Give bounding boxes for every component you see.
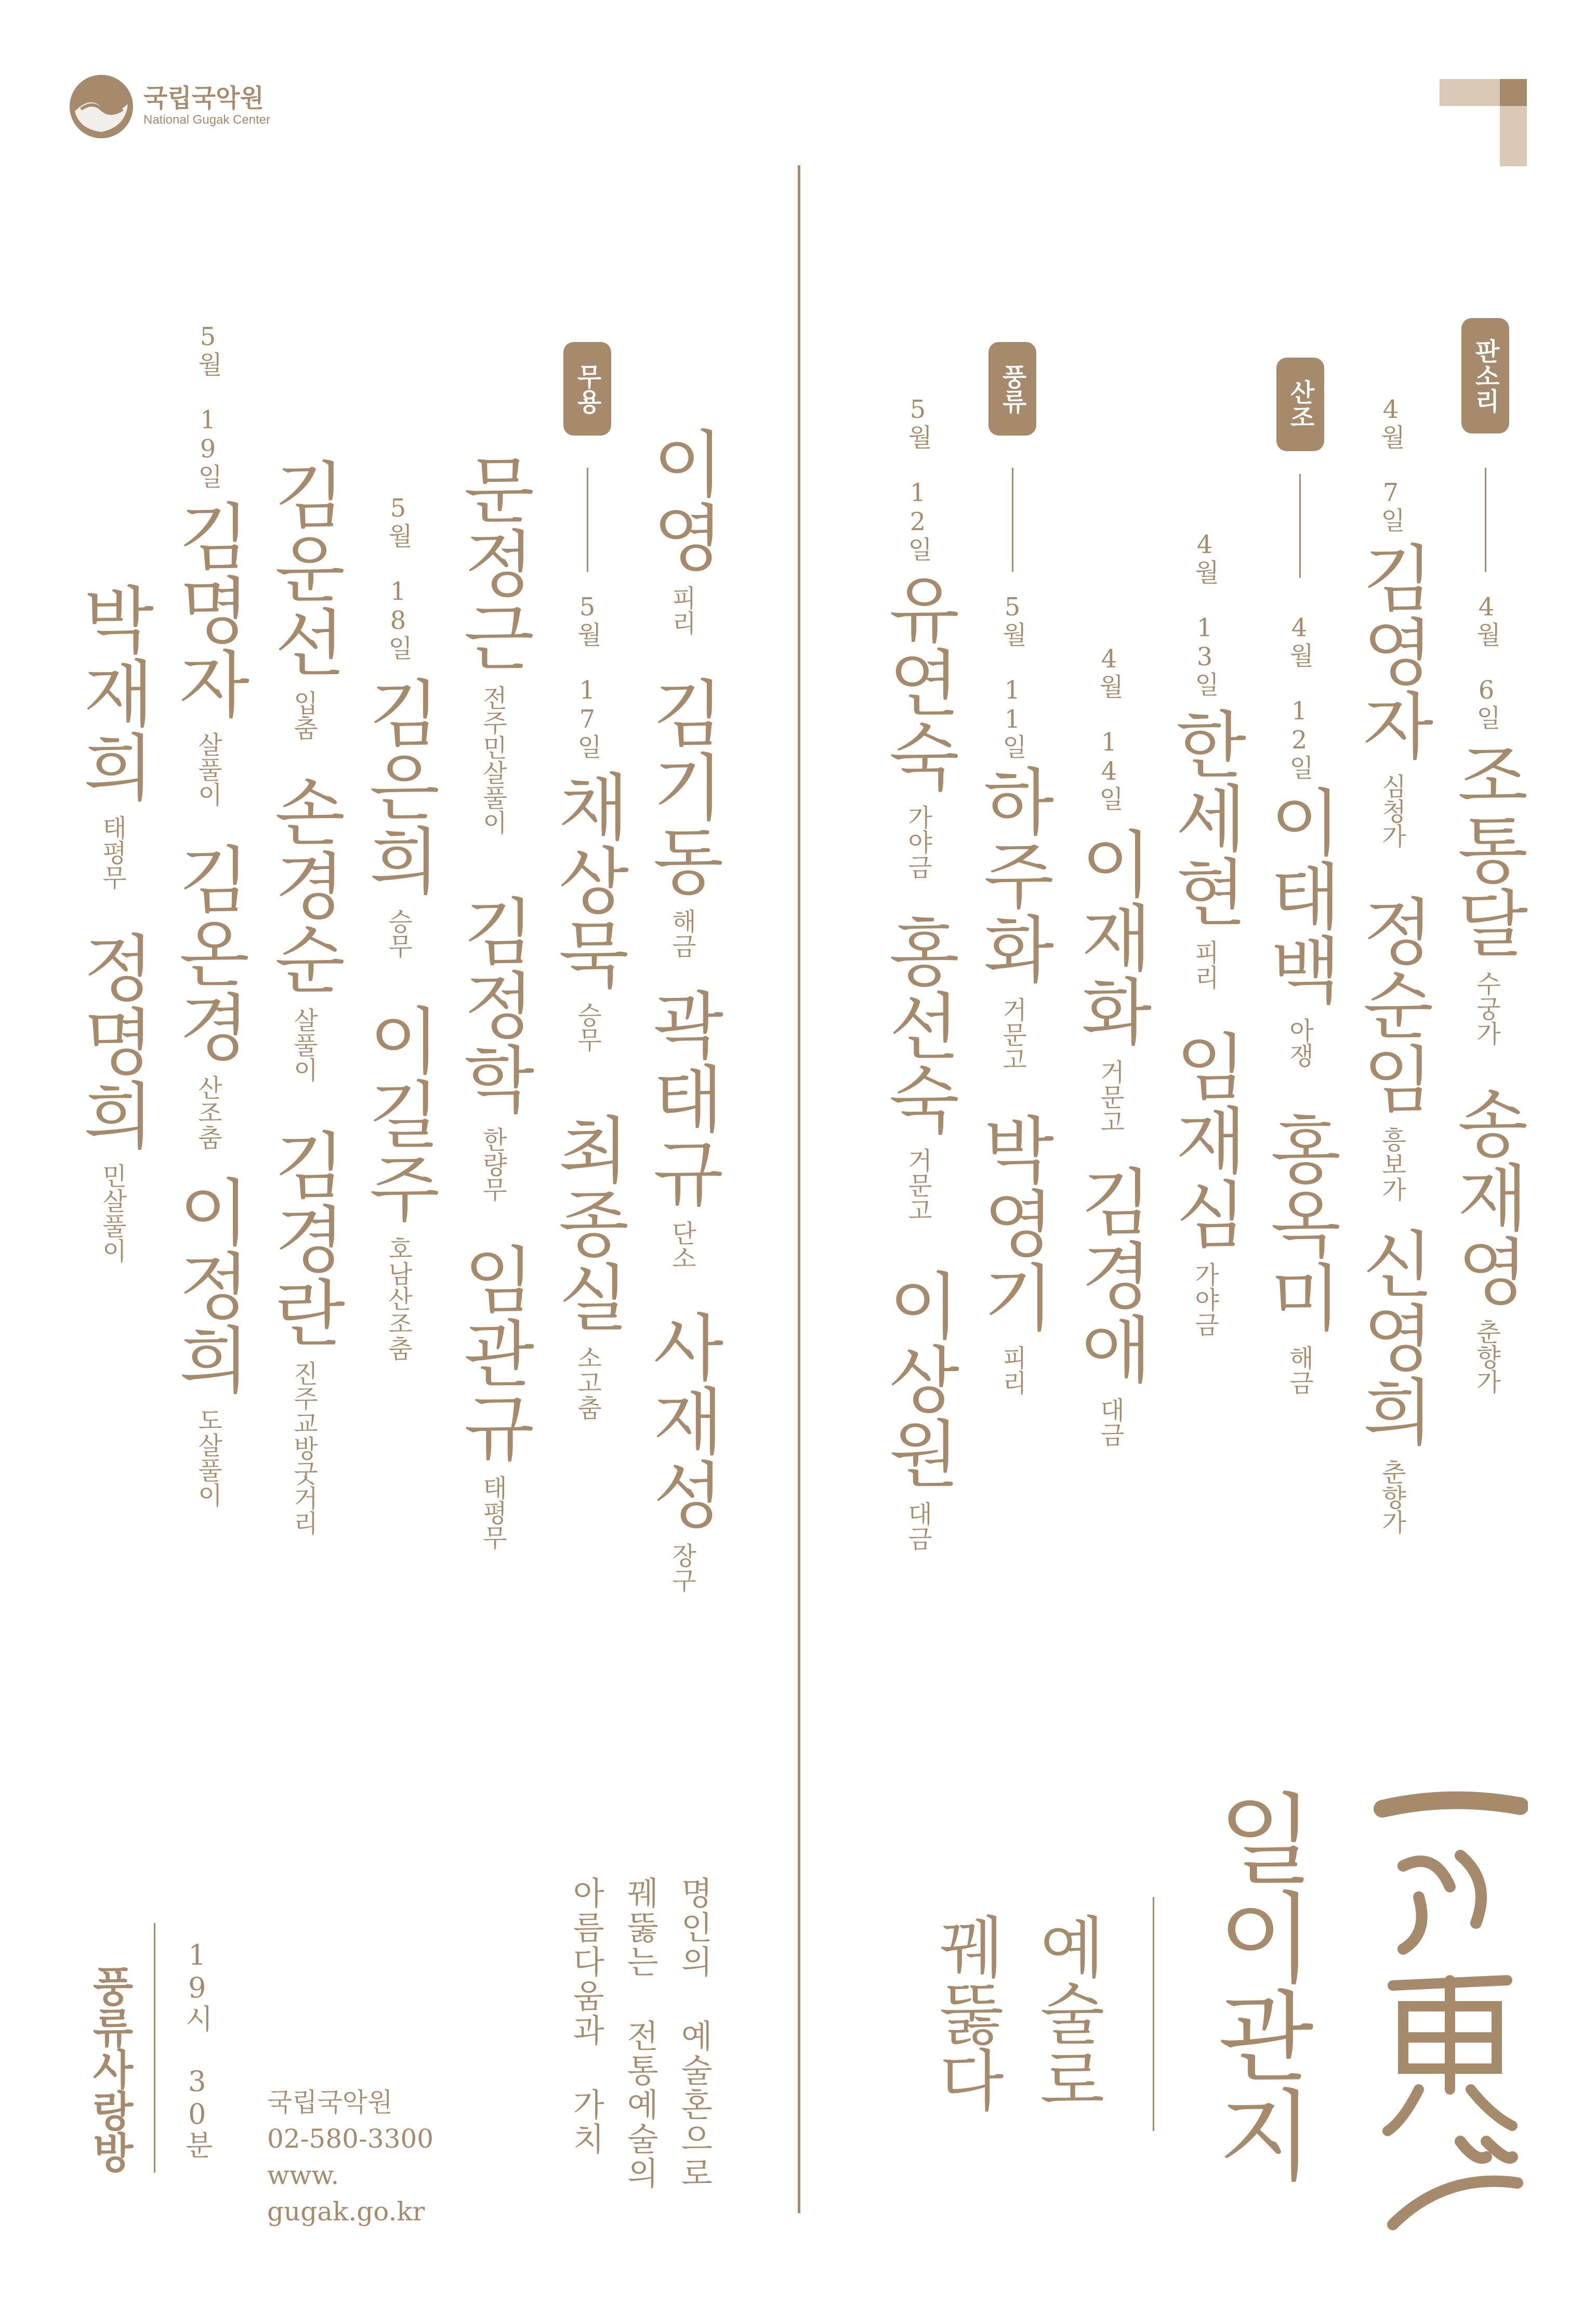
performer-name: 김운선 (261, 457, 346, 679)
performer-instrument: 전주민살풀이 (478, 685, 507, 835)
performer-instrument: 피리 (667, 585, 696, 635)
performer-name: 이상원 (876, 1268, 960, 1490)
performer (640, 988, 724, 1270)
contact-web: www. (267, 2160, 339, 2190)
performer (70, 582, 155, 890)
contact-org: 국립국악원 (267, 2087, 393, 2117)
venue-brand: 풍류사랑방 (85, 1965, 134, 2173)
performer-name: 사재성 (640, 1310, 724, 1531)
performer (1163, 1029, 1247, 1337)
performer-name: 김경란 (261, 1128, 346, 1349)
performance-date: 4월 13일 (1190, 530, 1219, 696)
performer (1163, 707, 1247, 990)
performer-instrument: 거문고 (903, 1148, 932, 1222)
performance-date: 5월 11일 (998, 593, 1027, 759)
performer-instrument: 살풀이 (289, 1007, 318, 1082)
performance-date: 4월 12일 (1285, 613, 1314, 780)
performer (261, 1128, 346, 1535)
genre-tag-pansori: 판소리 (1461, 318, 1509, 433)
performer (166, 842, 250, 1150)
performer (545, 769, 630, 1052)
performer-name: 정순임 (1350, 894, 1434, 1115)
calligraphy-title-icon (1372, 1778, 1528, 2235)
performer (1350, 1227, 1434, 1534)
performer-instrument: 해금 (667, 909, 696, 958)
performer-name: 이태백 (1257, 785, 1342, 1006)
tag-connector (1299, 474, 1301, 578)
performer-instrument: 한량무 (478, 1127, 507, 1202)
performer (451, 1242, 535, 1550)
performer-instrument: 가야금 (903, 805, 932, 879)
performer-name: 김온경 (166, 842, 250, 1063)
performer-instrument: 아쟁 (1285, 1018, 1314, 1068)
performance-date: 4월 14일 (1094, 644, 1124, 811)
performer-instrument: 심청가 (1377, 773, 1406, 848)
performer (1444, 1086, 1529, 1394)
performer-instrument: 태평무 (98, 815, 127, 890)
tag-connector (1485, 468, 1486, 572)
performer-name: 채상묵 (545, 769, 630, 991)
performer-name: 조통달 (1444, 738, 1529, 959)
contact-web-domain: gugak.go.kr (267, 2196, 425, 2227)
genre-tag-sanjo: 산조 (1276, 358, 1324, 451)
performer (640, 676, 724, 958)
performer-instrument: 도살풀이 (193, 1407, 222, 1507)
performance-date: 5월 17일 (573, 593, 602, 759)
performer-name: 문정근 (451, 452, 535, 674)
performer-name: 김영자 (1350, 541, 1434, 762)
performer (261, 457, 346, 740)
performer-name: 홍선숙 (876, 915, 960, 1136)
performer (876, 915, 960, 1222)
performer-name: 임관규 (451, 1242, 535, 1464)
performer-instrument: 입춤 (289, 690, 318, 740)
performer-instrument: 산조춤 (193, 1075, 222, 1150)
performer-instrument: 피리 (1190, 940, 1219, 990)
genre-tag-muyong: 무용 (563, 342, 611, 436)
performer (356, 1003, 441, 1361)
performer-instrument: 진주교방굿거리 (289, 1361, 318, 1535)
performer-instrument: 거문고 (998, 997, 1027, 1072)
contact-phone: 02-580-3300 (267, 2124, 434, 2154)
performer (1350, 894, 1434, 1202)
performer-instrument: 살풀이 (193, 732, 222, 807)
performer (166, 1175, 250, 1507)
subtitle-line1: 예술로 (1027, 1913, 1105, 2112)
performer (970, 1112, 1055, 1395)
performer-instrument: 춘향가 (1472, 1319, 1501, 1394)
performer-name: 이재화 (1068, 826, 1153, 1048)
taegeuk-logo-icon (70, 75, 133, 138)
subtitle-line2: 꿰뚫다 (927, 1913, 1005, 2112)
performance-date: 5월 12일 (903, 395, 932, 561)
performer-instrument: 승무 (384, 909, 413, 958)
brand-divider (154, 1923, 155, 2173)
performer (1350, 541, 1434, 848)
performer (70, 930, 155, 1263)
performer (356, 676, 441, 958)
performer-name: 하주화 (970, 764, 1055, 985)
performer (876, 572, 960, 879)
performer (640, 1310, 724, 1593)
performer-instrument: 흥보가 (1377, 1127, 1406, 1202)
tag-connector (1012, 468, 1013, 572)
performer-instrument: 대금 (1096, 1397, 1125, 1447)
performer-instrument: 춘향가 (1377, 1459, 1406, 1534)
performer-name: 정명희 (70, 930, 155, 1152)
performer (1444, 738, 1529, 1046)
performer-name: 김정학 (451, 894, 535, 1115)
performance-date: 4월 7일 (1376, 395, 1405, 532)
performer-instrument: 대금 (903, 1501, 932, 1551)
performer-instrument: 가야금 (1190, 1262, 1219, 1337)
performer-name: 박재희 (70, 582, 155, 804)
performer-name: 김경애 (1068, 1164, 1153, 1386)
performer-instrument: 거문고 (1096, 1059, 1125, 1134)
performer-instrument: 호남산조춤 (384, 1236, 413, 1361)
performer-instrument: 민살풀이 (98, 1163, 127, 1263)
title-divider (1153, 1897, 1154, 2131)
logo-name-en: National Gugak Center (143, 113, 271, 127)
performer-name: 한세현 (1163, 707, 1247, 928)
performer (876, 1268, 960, 1551)
performer-instrument: 해금 (1285, 1345, 1314, 1395)
performer-instrument: 단소 (667, 1220, 696, 1270)
performer-instrument: 소고춤 (573, 1345, 602, 1420)
performer-instrument: 피리 (998, 1345, 1027, 1395)
performer-name: 임재심 (1163, 1029, 1247, 1251)
corner-mark-icon (1440, 79, 1527, 166)
performance-date: 4월 6일 (1472, 593, 1501, 730)
performer (640, 426, 724, 635)
performer (545, 1112, 630, 1420)
performer-name: 곽태규 (640, 988, 724, 1209)
performer-instrument: 태평무 (478, 1475, 507, 1550)
performer-name: 박영기 (970, 1112, 1055, 1334)
performance-date: 5월 19일 (193, 322, 222, 489)
performer-name: 김은희 (356, 676, 441, 897)
performer-name: 손경순 (261, 774, 346, 996)
description-line3: 아름다움과 가치 (567, 1876, 605, 2156)
performer-name: 이정희 (166, 1175, 250, 1396)
performer-instrument: 수궁가 (1472, 971, 1501, 1046)
performer (970, 764, 1055, 1072)
performer-name: 신영희 (1350, 1227, 1434, 1448)
performer (1068, 826, 1153, 1134)
genre-tag-pungryu: 풍류 (988, 342, 1036, 436)
performer (451, 452, 535, 835)
performance-time: 19시 30분 (180, 1939, 214, 2159)
performance-date: 5월 18일 (384, 494, 413, 660)
logo (70, 75, 270, 138)
performer-name: 김기동 (640, 676, 724, 897)
performer-name: 이길주 (356, 1003, 441, 1225)
tag-connector (587, 468, 588, 572)
performer (166, 499, 250, 807)
performer (1257, 785, 1342, 1068)
description-line1: 명인의 예술혼으로 (675, 1876, 714, 2191)
performer-name: 유연숙 (876, 572, 960, 793)
performer-name: 최종실 (545, 1112, 630, 1334)
performer (1068, 1164, 1153, 1447)
performer (1257, 1112, 1342, 1395)
contact-info (267, 2084, 433, 2230)
performer-instrument: 승무 (573, 1002, 602, 1052)
performer-instrument: 장구 (667, 1543, 696, 1593)
performer-name: 이영 (640, 426, 724, 574)
performer-name: 송재영 (1444, 1086, 1529, 1308)
logo-name-ko: 국립국악원 (143, 85, 264, 113)
performer-name: 홍옥미 (1257, 1112, 1342, 1334)
performer (261, 774, 346, 1082)
center-divider (798, 165, 800, 2213)
title-main: 일이관지 (1200, 1788, 1315, 2183)
performer (451, 894, 535, 1202)
performer-name: 김명자 (166, 499, 250, 720)
description-line2: 꿰뚫는 전통예술의 (621, 1876, 659, 2191)
